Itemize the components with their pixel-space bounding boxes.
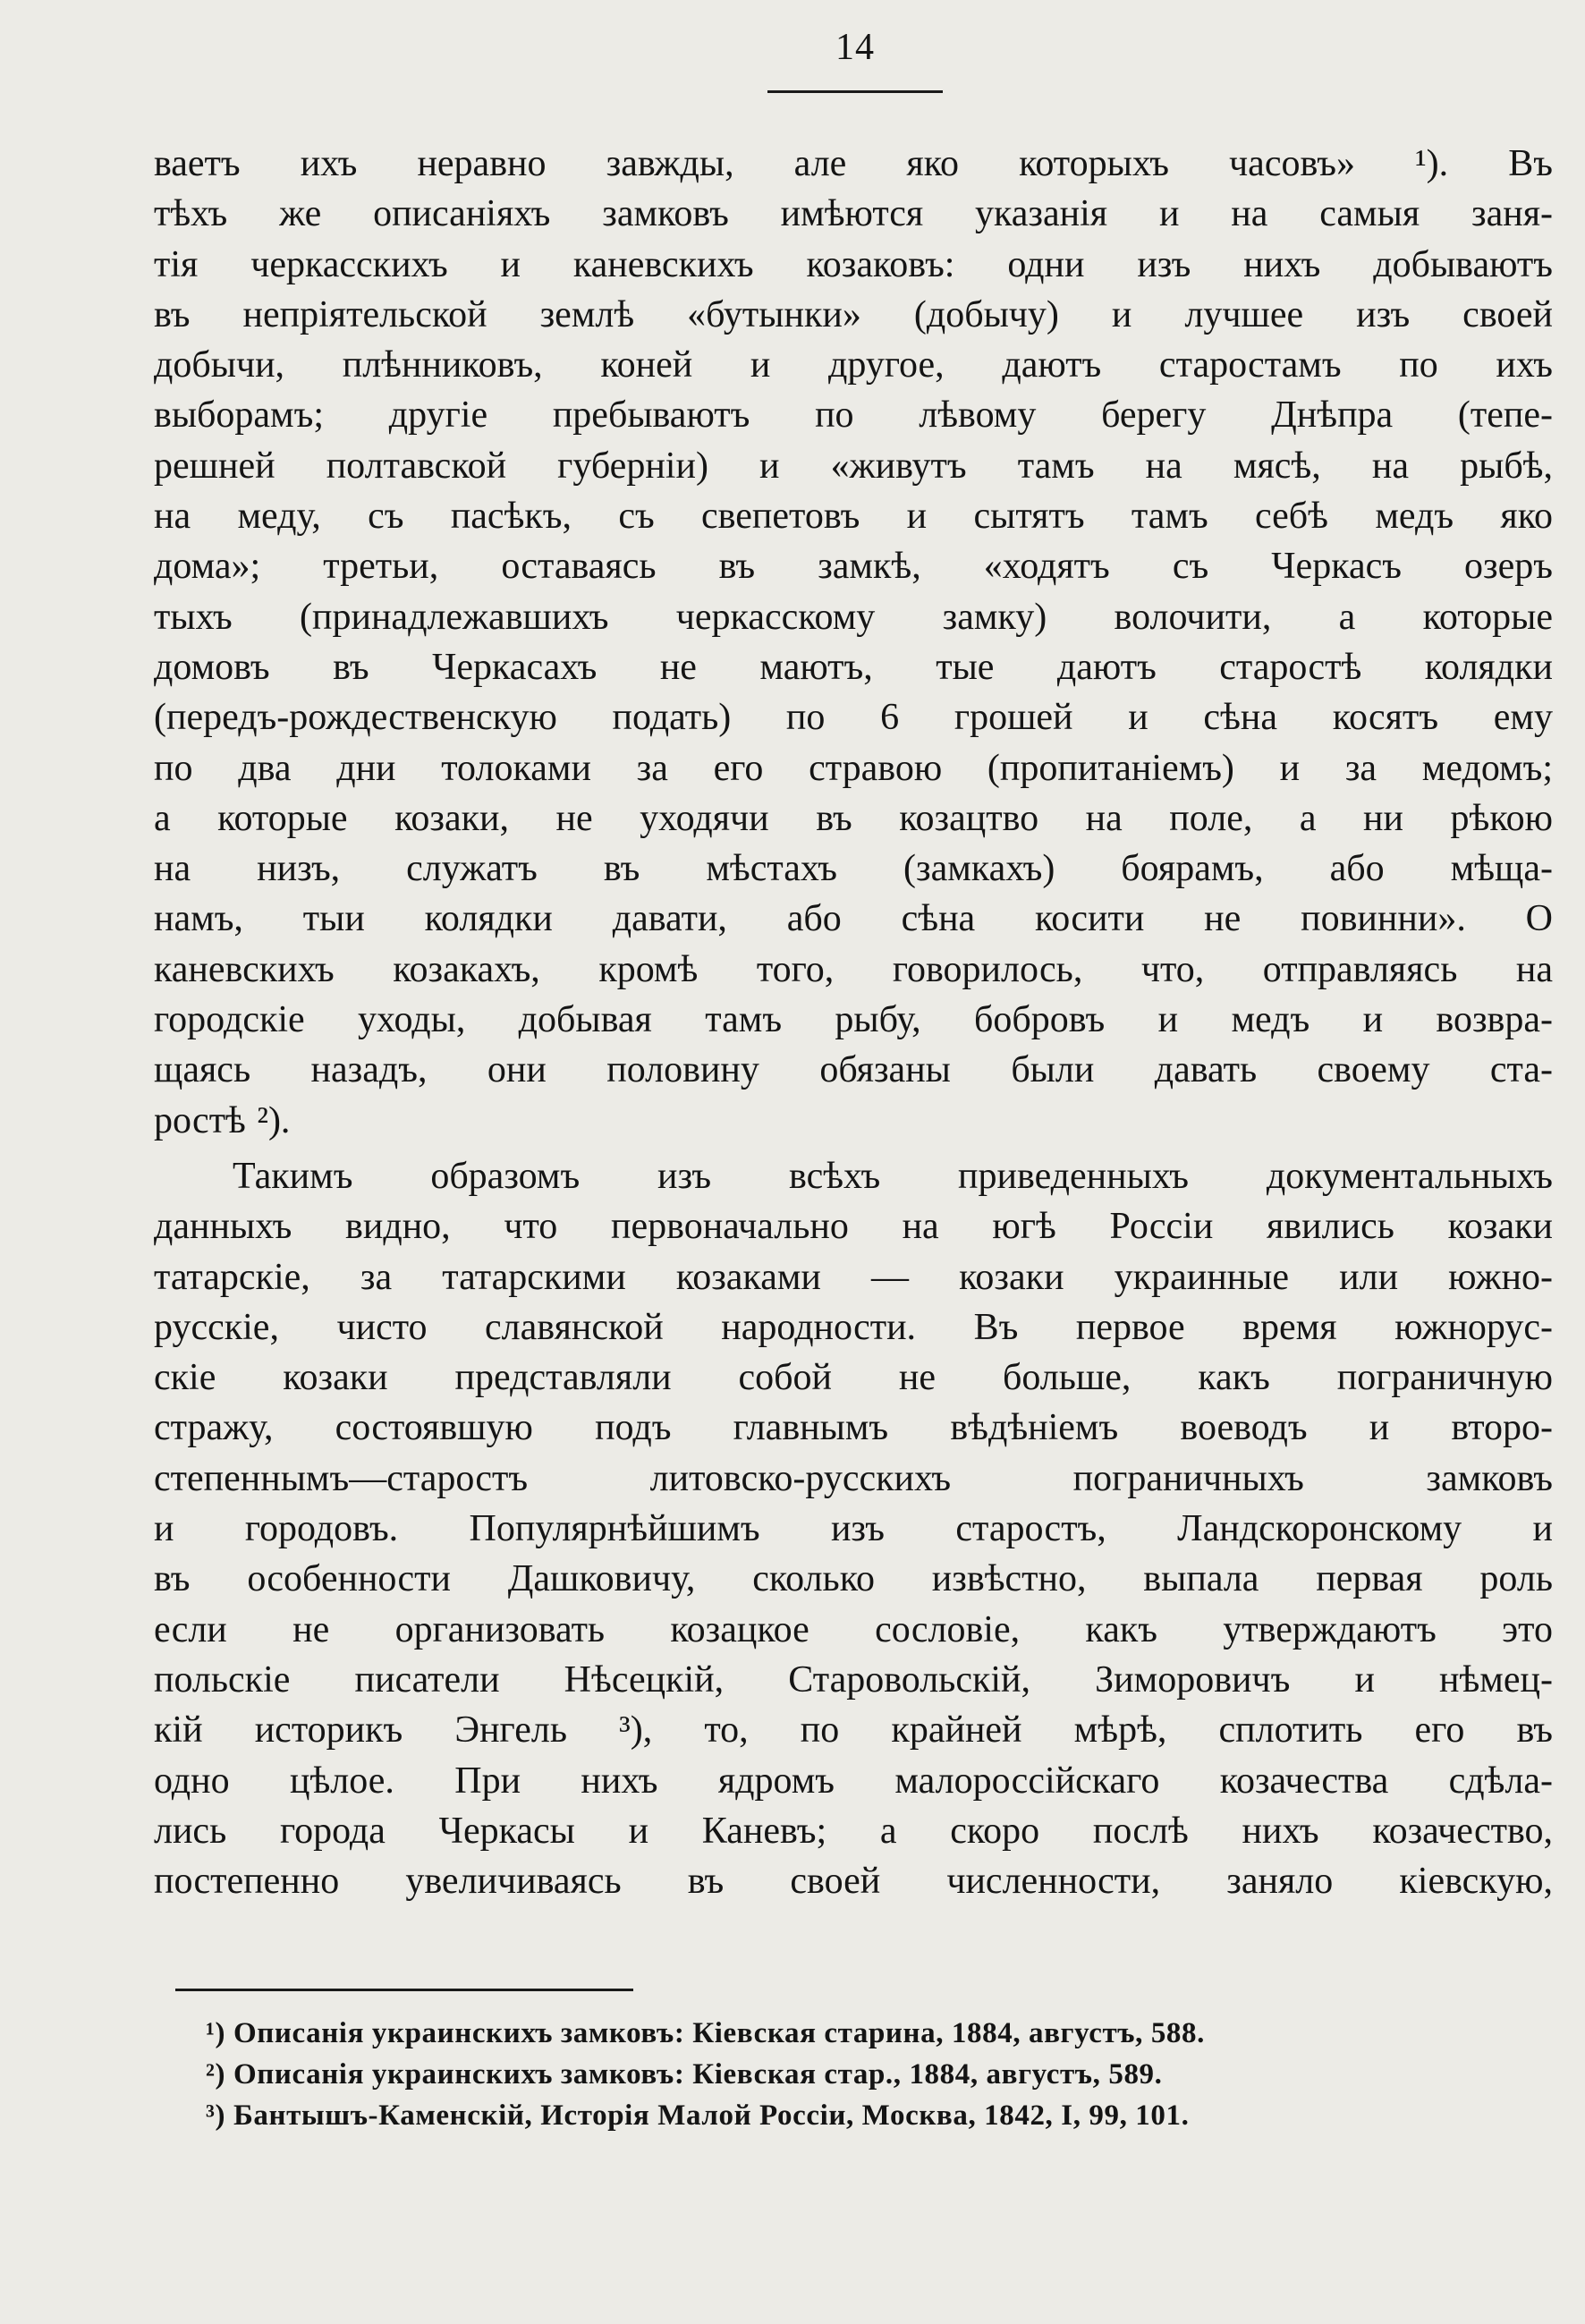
footnote-text: Описанія украинскихъ замковъ: Кіевская старина, 1884, августъ, 588. [233, 2017, 1205, 2049]
text-line: городскіе уходы, добывая тамъ рыбу, бобровъ и медъ и возвра- [154, 999, 1553, 1041]
footnote [206, 2054, 1558, 2095]
text-line: домовъ въ Черкасахъ не маютъ, тые даютъ старостѣ колядки [154, 646, 1553, 688]
text-line: выборамъ; другіе пребываютъ по лѣвому берегу Днѣпра (тепе- [154, 394, 1553, 437]
text-line: по два дни толоками за его стравою (пропитаніемъ) и за медомъ; [154, 747, 1553, 789]
text-line: тія черкасскихъ и каневскихъ козаковъ: одни изъ нихъ добываютъ [154, 243, 1553, 285]
page-number: 14 [835, 27, 875, 68]
text-line: если не организовать козацкое сословіе, какъ утверждаютъ это [154, 1608, 1553, 1650]
text-line: въ особенности Дашковичу, сколько извѣстно, выпала первая роль [154, 1558, 1553, 1600]
footnote-text: Описанія украинскихъ замковъ: Кіевская стар., 1884, августъ, 589. [233, 2058, 1163, 2091]
footnote-mark: ¹) [206, 2017, 226, 2049]
footnotes [206, 2013, 1558, 2136]
text-line: Такимъ образомъ изъ всѣхъ приведенныхъ документальныхъ [233, 1155, 1553, 1197]
footnote-rule [175, 1989, 633, 1991]
text-line: одно цѣлое. При нихъ ядромъ малороссійскаго козачества сдѣла- [154, 1760, 1553, 1802]
text-line: тыхъ (принадлежавшихъ черкасскому замку) волочити, а которые [154, 596, 1553, 638]
footnote-text: Бантышъ-Каменскій, Исторія Малой Россіи, Москва, 1842, I, 99, 101. [233, 2099, 1190, 2132]
text-line: въ непріятельской землѣ «бутынки» (добычу) и лучшее изъ своей [154, 293, 1553, 335]
text-line: тѣхъ же описаніяхъ замковъ имѣются указанія и на самыя заня- [154, 193, 1553, 235]
text-line: скіе козаки представляли собой не больше, какъ пограничную [154, 1357, 1553, 1399]
text-line: ростѣ ²). [154, 1099, 291, 1141]
text-line: польскіе писатели Нѣсецкій, Старовольскій, Зиморовичъ и нѣмец- [154, 1658, 1553, 1701]
text-line: на низъ, служатъ въ мѣстахъ (замкахъ) боярамъ, або мѣща- [154, 848, 1553, 890]
text-line: щаясь назадъ, они половину обязаны были давать своему ста- [154, 1049, 1553, 1091]
text-line: татарскіе, за татарскими козаками — козаки украинные или южно- [154, 1256, 1553, 1298]
text-line: ваетъ ихъ неравно завжды, але яко которыхъ часовъ» ¹). Въ [154, 143, 1553, 184]
text-line: постепенно увеличиваясь въ своей численности, заняло кіевскую, [154, 1861, 1553, 1903]
text-line: лись города Черкасы и Каневъ; а скоро послѣ нихъ козачество, [154, 1810, 1553, 1852]
text-line: стражу, состоявшую подъ главнымъ вѣдѣніемъ воеводъ и второ- [154, 1407, 1553, 1449]
text-line: и городовъ. Популярнѣйшимъ изъ старостъ, Ландскоронскому и [154, 1508, 1553, 1550]
text-line: кій историкъ Энгель ³), то, по крайней мѣрѣ, сплотить его въ [154, 1709, 1553, 1751]
text-line: каневскихъ козакахъ, кромѣ того, говорилось, что, отправляясь на [154, 948, 1553, 990]
page-number-rule [767, 90, 943, 93]
text-line: русскіе, чисто славянской народности. Въ первое время южнорус- [154, 1306, 1553, 1348]
text-line: добычи, плѣнниковъ, коней и другое, даютъ старостамъ по ихъ [154, 344, 1553, 386]
text-line: данныхъ видно, что первоначально на югѣ Россіи явились козаки [154, 1206, 1553, 1248]
text-line: дома»; третьи, оставаясь въ замкѣ, «ходятъ съ Черкасъ озеръ [154, 546, 1553, 588]
text-line: (передъ-рождественскую подать) по 6 грошей и сѣна косятъ ему [154, 697, 1553, 739]
text-line: степеннымъ—старостъ литовско-русскихъ пограничныхъ замковъ [154, 1457, 1553, 1499]
footnote-mark: ³) [206, 2099, 226, 2132]
text-line: намъ, тыи колядки давати, або сѣна косити не повинни». О [154, 898, 1553, 940]
text-line: решней полтавской губерніи) и «живутъ тамъ на мясѣ, на рыбѣ, [154, 445, 1553, 487]
text-line: на меду, съ пасѣкъ, съ свепетовъ и сытятъ тамъ себѣ медъ яко [154, 496, 1553, 538]
paragraph [154, 1151, 1553, 1906]
footnote [206, 2095, 1558, 2136]
footnote [206, 2013, 1558, 2054]
main-text [154, 139, 1553, 1906]
paragraph-continuation [154, 139, 1553, 1146]
text-line: а которые козаки, не уходячи въ козацтво на поле, а ни рѣкою [154, 797, 1553, 839]
footnote-mark: ²) [206, 2058, 226, 2091]
